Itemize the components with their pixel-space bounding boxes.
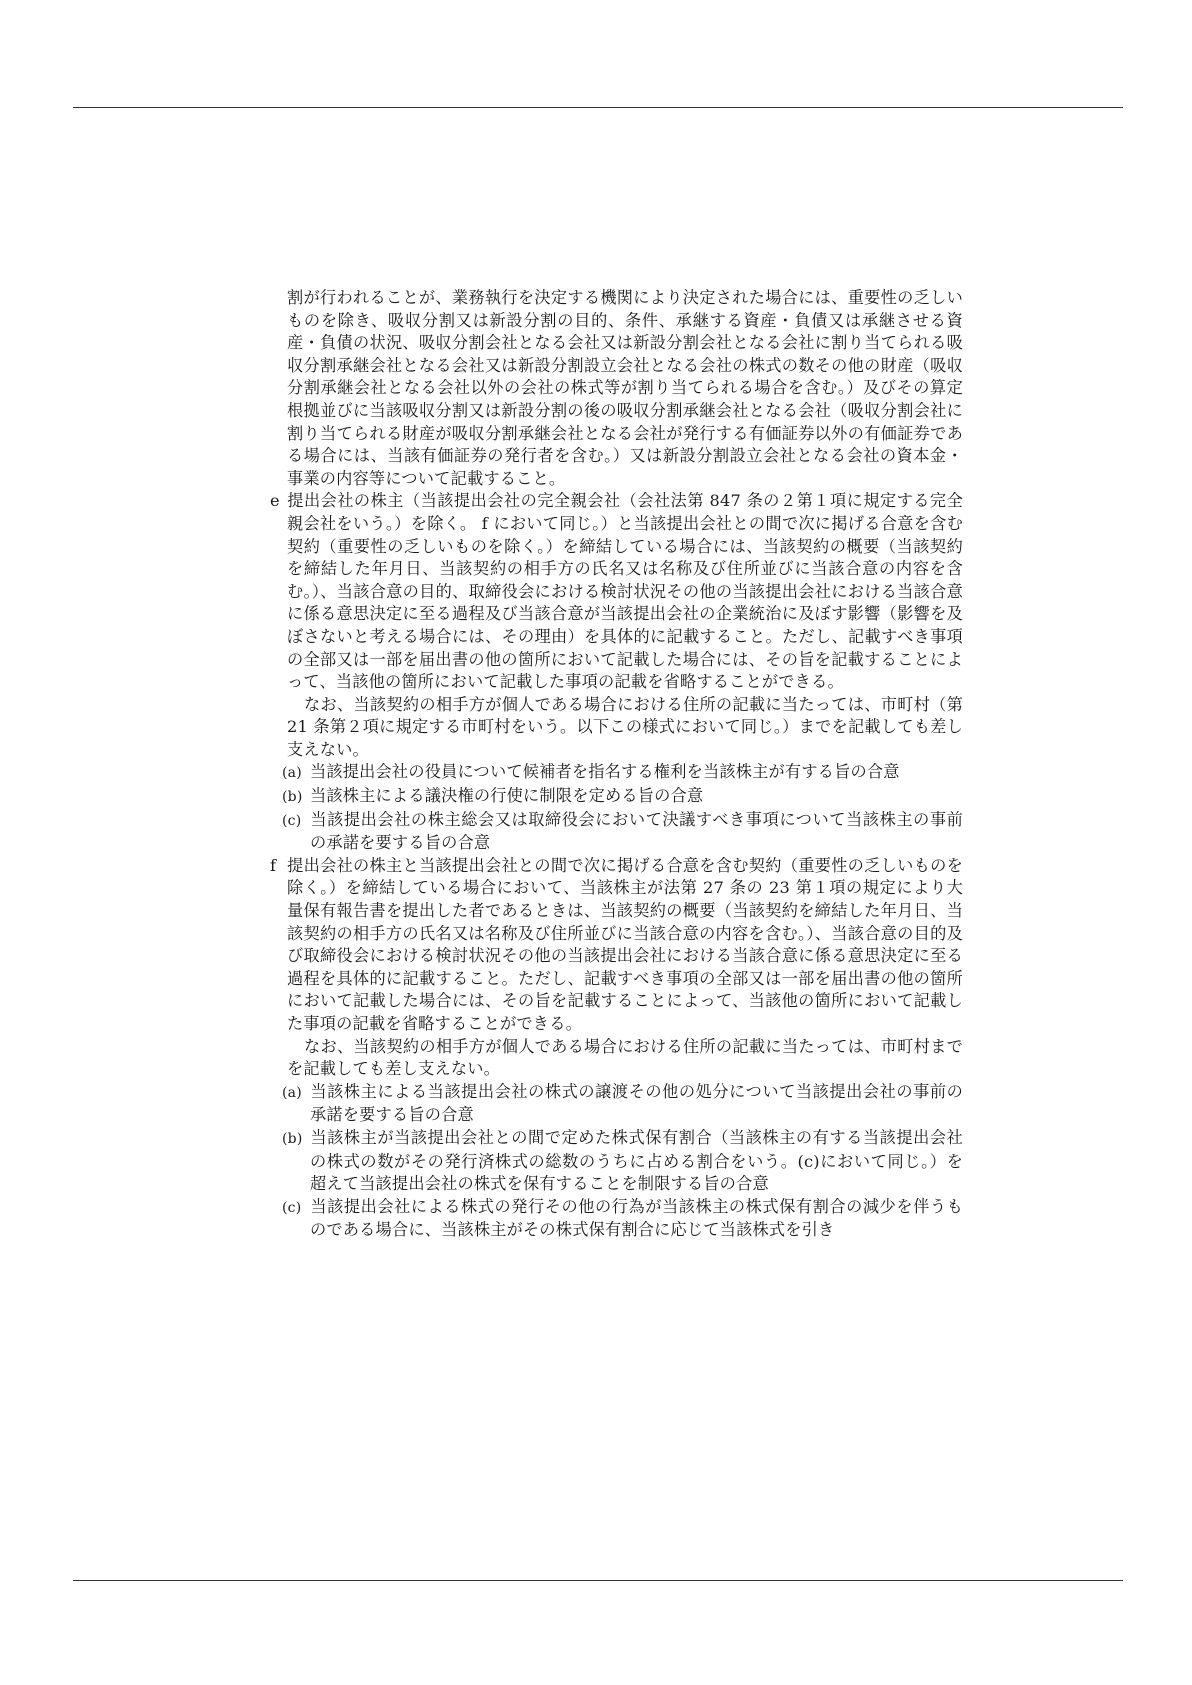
subitem-text: 当該株主による議決権の行使に制限を定める旨の合意 — [310, 786, 704, 806]
subitem-marker: (b) — [282, 1130, 303, 1147]
subitem — [270, 1196, 963, 1242]
footer-rule — [73, 1580, 1123, 1581]
subitem — [270, 1081, 963, 1127]
subitem — [270, 785, 963, 809]
subitem — [270, 1127, 963, 1196]
subitem-text: 当該提出会社による株式の発行その他の行為が当該株主の株式保有割合の減少を伴うものである場合に、当該株主がその株式保有割合に応じて当該株式を引き — [310, 1196, 963, 1240]
subitem-marker: (c) — [282, 812, 302, 829]
item-e-note: なお、当該契約の相手方が個人である場合における住所の記載に当たっては、市町村（第 21 条第２項に規定する市町村をいう。以下この様式において同じ。）までを記載しても差し支えない。 — [287, 694, 963, 759]
item-marker: e — [270, 491, 280, 511]
item-e — [270, 490, 963, 693]
document-body — [270, 287, 963, 1242]
item-text: 提出会社の株主（当該提出会社の完全親会社（会社法第 847 条の２第１項に規定する完全親会社をいう。）を除く。 f において同じ。）と当該提出会社との間で次に掲げる合意を含む契約（重要性の乏しいものを除く。）を締結している場合には、当該契約の概要（当該契約を締結した年月日、当該契約の相手方の氏名又は名称及び住所並びに当該合意の内容を含む。）、当該合意の目的、取締役会における検討状況その他の当該提出会社における当該合意に係る意思決定に至る過程及び当該合意が当該提出会社の企業統治に及ぼす影響（影響を及ぼさないと考える場合には、その理由）を具体的に記載すること。ただし、記載すべき事項の全部又は一部を届出書の他の箇所において記載した場合には、その旨を記載することによって、当該他の箇所において記載した事項の記載を省略することができる。 — [287, 491, 963, 692]
subitem-marker: (a) — [282, 1084, 302, 1101]
item-f-note: なお、当該契約の相手方が個人である場合における住所の記載に当たっては、市町村までを記載しても差し支えない。 — [287, 1036, 963, 1079]
subitem-marker: (a) — [282, 765, 302, 782]
subitem-marker: (c) — [282, 1199, 302, 1216]
subitem-text: 当該提出会社の役員について候補者を指名する権利を当該株主が有する旨の合意 — [310, 762, 900, 782]
item-marker: f — [270, 855, 277, 875]
subitem — [270, 809, 963, 855]
header-rule — [73, 107, 1123, 108]
subitem-text: 当該株主による当該提出会社の株式の譲渡その他の処分について当該提出会社の事前の承諾を要する旨の合意 — [310, 1081, 963, 1125]
item-text: 提出会社の株主と当該提出会社との間で次に掲げる合意を含む契約（重要性の乏しいものを除く。）を締結している場合において、当該株主が法第 27 条の 23 第１項の規定により大量保有報告書を提出した者であるときは、当該契約の概要（当該契約を締結した年月日、当該契約の相手方の氏名又は名称及び住所並びに当該合意の内容を含む。）、当該合意の目的及び取締役会における検討状況その他の当該提出会社における当該合意に係る意思決定に至る過程を具体的に記載すること。ただし、記載すべき事項の全部又は一部を届出書の他の箇所において記載した場合には、その旨を記載することによって、当該他の箇所において記載した事項の記載を省略することができる。 — [287, 855, 963, 1033]
subitem-text: 当該株主が当該提出会社との間で定めた株式保有割合（当該株主の有する当該提出会社の株式の数がその発行済株式の総数のうちに占める割合をいう。(c)において同じ。）を超えて当該提出会社の株式を保有することを制限する旨の合意 — [310, 1127, 963, 1194]
subitem — [270, 761, 963, 785]
continued-paragraph: 割が行われることが、業務執行を決定する機関により決定された場合には、重要性の乏しいものを除き、吸収分割又は新設分割の目的、条件、承継する資産・負債又は承継させる資産・負債の状況、吸収分割会社となる会社又は新設分割会社となる会社に割り当てられる吸収分割承継会社となる会社又は新設分割設立会社となる会社の株式の数その他の財産（吸収分割承継会社となる会社以外の会社の株式等が割り当てられる場合を含む。）及びその算定根拠並びに当該吸収分割又は新設分割の後の吸収分割承継会社となる会社（吸収分割会社に割り当てられる財産が吸収分割承継会社となる会社が発行する有価証券以外の有価証券である場合には、当該有価証券の発行者を含む。）又は新設分割設立会社となる会社の資本金・事業の内容等について記載すること。 — [287, 288, 963, 488]
item-f — [270, 855, 963, 1036]
subitem-text: 当該提出会社の株主総会又は取締役会において決議すべき事項について当該株主の事前の承諾を要する旨の合意 — [310, 809, 963, 853]
subitem-marker: (b) — [282, 789, 303, 806]
